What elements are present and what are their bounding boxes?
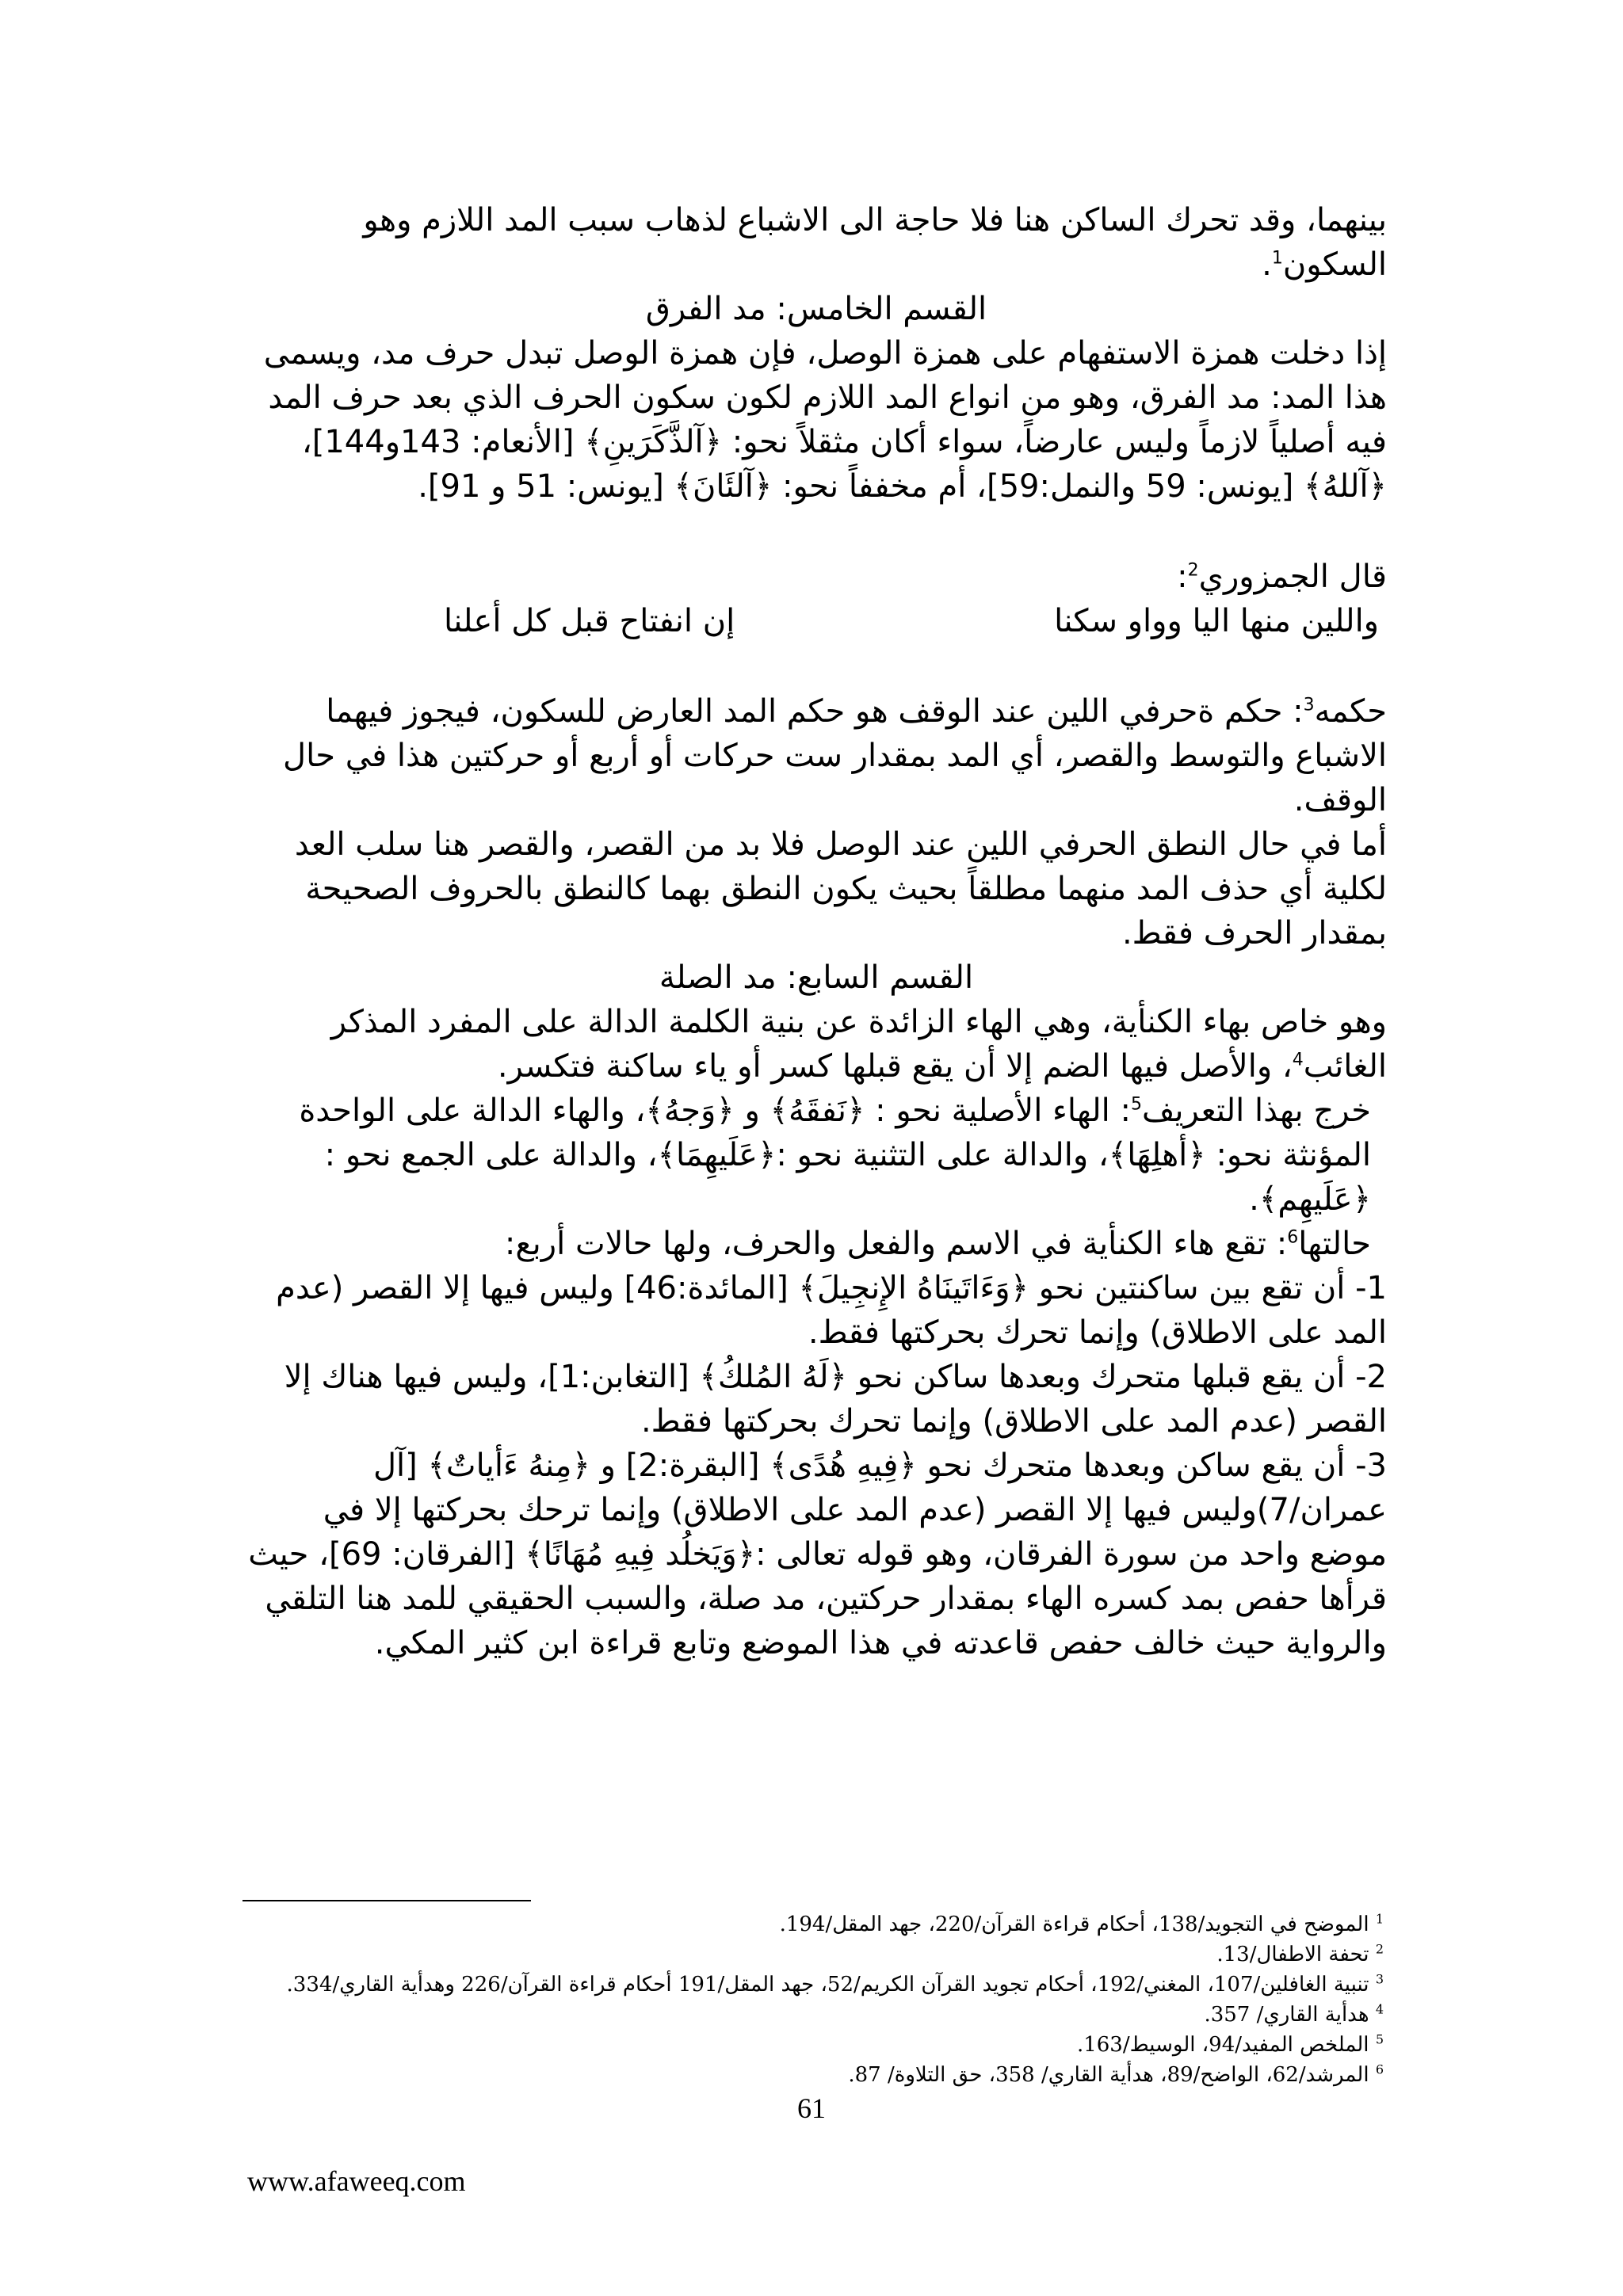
footnote-marker: 1 xyxy=(1271,248,1283,269)
footnote-marker: 6 xyxy=(1287,1227,1299,1248)
paragraph-text: بينهما، وقد تحرك الساكن هنا فلا حاجة الى الاشباع لذهاب سبب المد اللازم وهو السكون xyxy=(363,202,1387,283)
footnote-text: الموضح في التجويد/138، أحكام قراءة القرآن/220، جهد المقل/194. xyxy=(779,1913,1369,1936)
halat-label: حالتها xyxy=(1298,1226,1371,1262)
footnote-item xyxy=(262,2060,1384,2090)
hukm-text: : حكم ةحرفي اللين عند الوقف هو حكم المد العارض للسكون، فيجوز فيهما الاشباع والتوسط والقصر، أي المد بمقدار ست حركات أو أربع أو حركتين هذا في حال الوقف. xyxy=(283,693,1387,818)
footnote-item xyxy=(262,1909,1384,1939)
footnote-number: 4 xyxy=(1375,2001,1384,2017)
paragraph-hukm xyxy=(246,689,1387,822)
section-heading-sila: القسم السابع: مد الصلة xyxy=(659,959,974,996)
spacer xyxy=(246,643,1387,689)
footnote-text: هدأية القاري/ 357. xyxy=(1204,2003,1369,2027)
jamzuri-label: قال الجمزوري xyxy=(1198,559,1387,595)
case-item-2: 2- أن يقع قبلها متحرك وبعدها ساكن نحو ﴿لَهُ المُلكُ﴾ [التغابن:1]، وليس فيها هناك إلا القصر (عدم المد على الاطلاق) وإنما تحرك بحركتها فقط. xyxy=(284,1359,1387,1440)
footnote-number: 2 xyxy=(1375,1941,1384,1957)
paragraph-sila xyxy=(246,1000,1387,1089)
jamzuri-heading xyxy=(246,555,1387,599)
colon: : xyxy=(1177,559,1188,595)
footnote-text: الملخص المفيد/94، الوسيط/163. xyxy=(1076,2033,1369,2057)
case-item-1: 1- أن تقع بين ساكنتين نحو ﴿وَءَاتَينَاهُ الإِنجِيلَ﴾ [المائدة:46] وليس فيها إلا القصر (عدم المد على الاطلاق) وإنما تحرك بحركتها فقط. xyxy=(276,1270,1387,1351)
paragraph-end: . xyxy=(1262,246,1272,283)
page-number: 61 xyxy=(797,2092,826,2124)
footnote-text: تنبية الغافلين/107، المغني/192، أحكام تجويد القرآن الكريم/52، جهد المقل/191 أحكام قراءة القرآن/226 وهدأية القاري/334. xyxy=(286,1973,1369,1997)
footnote-marker: 2 xyxy=(1187,560,1199,581)
footnote-item xyxy=(262,1970,1384,2000)
footnote-item xyxy=(262,2000,1384,2030)
main-text xyxy=(246,198,1387,1665)
poem-hemistich-left: إن انفتاح قبل كل أعلنا xyxy=(444,603,735,639)
kharaj-text: : الهاء الأصلية نحو : ﴿نَفقَهُ﴾ و ﴿وَجهُ﴾، والهاء الدالة على الواحدة المؤنثة نحو: ﴿أهلِهَا﴾، والدالة على التثنية نحو :﴿عَلَيهِمَا﴾، والدالة على الجمع نحو :﴿عَلَيهِم﴾. xyxy=(299,1093,1371,1218)
paragraph-halat xyxy=(246,1222,1387,1266)
footnotes xyxy=(262,1909,1384,2090)
footnote-text: المرشد/62، الواضح/89، هدأية القاري/ 358، حق التلاوة/ 87. xyxy=(848,2063,1369,2087)
footnote-item xyxy=(262,1939,1384,1970)
footnote-separator xyxy=(242,1900,531,1901)
footnote-number: 1 xyxy=(1375,1911,1384,1927)
footnote-number: 6 xyxy=(1375,2061,1384,2077)
footnote-marker: 5 xyxy=(1130,1094,1142,1115)
paragraph-intro xyxy=(246,198,1387,287)
kharaj-label: خرج بهذا التعريف xyxy=(1141,1093,1371,1129)
paragraph-text: ، والأصل فيها الضم إلا أن يقع قبلها كسر أو ياء ساكنة فتكسر. xyxy=(497,1048,1293,1085)
footnote-marker: 4 xyxy=(1292,1050,1304,1070)
footnote-text: تحفة الاطفال/13. xyxy=(1216,1943,1369,1966)
footnote-item xyxy=(262,2030,1384,2060)
paragraph-wasl: أما في حال النطق الحرفي اللين عند الوصل فلا بد من القصر، والقصر هنا سلب العد لكلية أي حذف المد منهما مطلقاً بحيث يكون النطق بهما كالنطق بالحروف الصحيحة بمقدار الحرف فقط. xyxy=(294,826,1387,952)
footnote-number: 3 xyxy=(1375,1971,1384,1987)
footnote-marker: 3 xyxy=(1303,695,1315,715)
paragraph-kharaj xyxy=(246,1089,1387,1222)
poem-hemistich-right: واللين منها اليا وواو سكنا xyxy=(1054,603,1379,639)
poem-verse xyxy=(444,599,1379,643)
spacer xyxy=(246,509,1387,555)
hukm-label: حكمه xyxy=(1314,693,1387,730)
paragraph-farq: إذا دخلت همزة الاستفهام على همزة الوصل، فإن همزة الوصل تبدل حرف مد، ويسمى هذا المد: مد الفرق، وهو من انواع المد اللازم لكون سكون الحرف الذي بعد حرف المد فيه أصلياً لازماً وليس عارضاً، سواء أكان مثقلاً نحو: ﴿آلذَّكَرَينِ﴾ [الأنعام: 143و144]، ﴿آللهُ﴾ [يونس: 59 والنمل:59]، أم مخففاً نحو: ﴿آلئَانَ﴾ [يونس: 51 و 91]. xyxy=(263,335,1387,505)
paragraph-text: وهو خاص بهاء الكنأية، وهي الهاء الزائدة عن بنية الكلمة الدالة على المفرد المذكر الغائب xyxy=(330,1004,1387,1085)
section-heading-farq: القسم الخامس: مد الفرق xyxy=(645,291,987,327)
website-footer: www.afaweeq.com xyxy=(247,2165,466,2197)
case-item-3: 3- أن يقع ساكن وبعدها متحرك نحو ﴿فِيهِ هُدًى﴾ [البقرة:2] و ﴿مِنهُ ءَأياتٌ﴾ [آل عمران/7)وليس فيها إلا القصر (عدم المد على الاطلاق) وإنما ترحك بحركتها إلا في موضع واحد من سورة الفرقان، وهو قوله تعالى :﴿وَيَخلُد فِيهِ مُهَانًا﴾ [الفرقان: 69]، حيث قرأها حفص بمد كسره الهاء بمقدار حركتين، مد صلة، والسبب الحقيقي للمد هنا التلقي والرواية حيث خالف حفص قاعدته في هذا الموضع وتابع قراءة ابن كثير المكي. xyxy=(248,1447,1387,1661)
halat-text: : تقع هاء الكنأية في الاسم والفعل والحرف، ولها حالات أربع: xyxy=(504,1226,1288,1262)
footnote-number: 5 xyxy=(1375,2031,1384,2047)
